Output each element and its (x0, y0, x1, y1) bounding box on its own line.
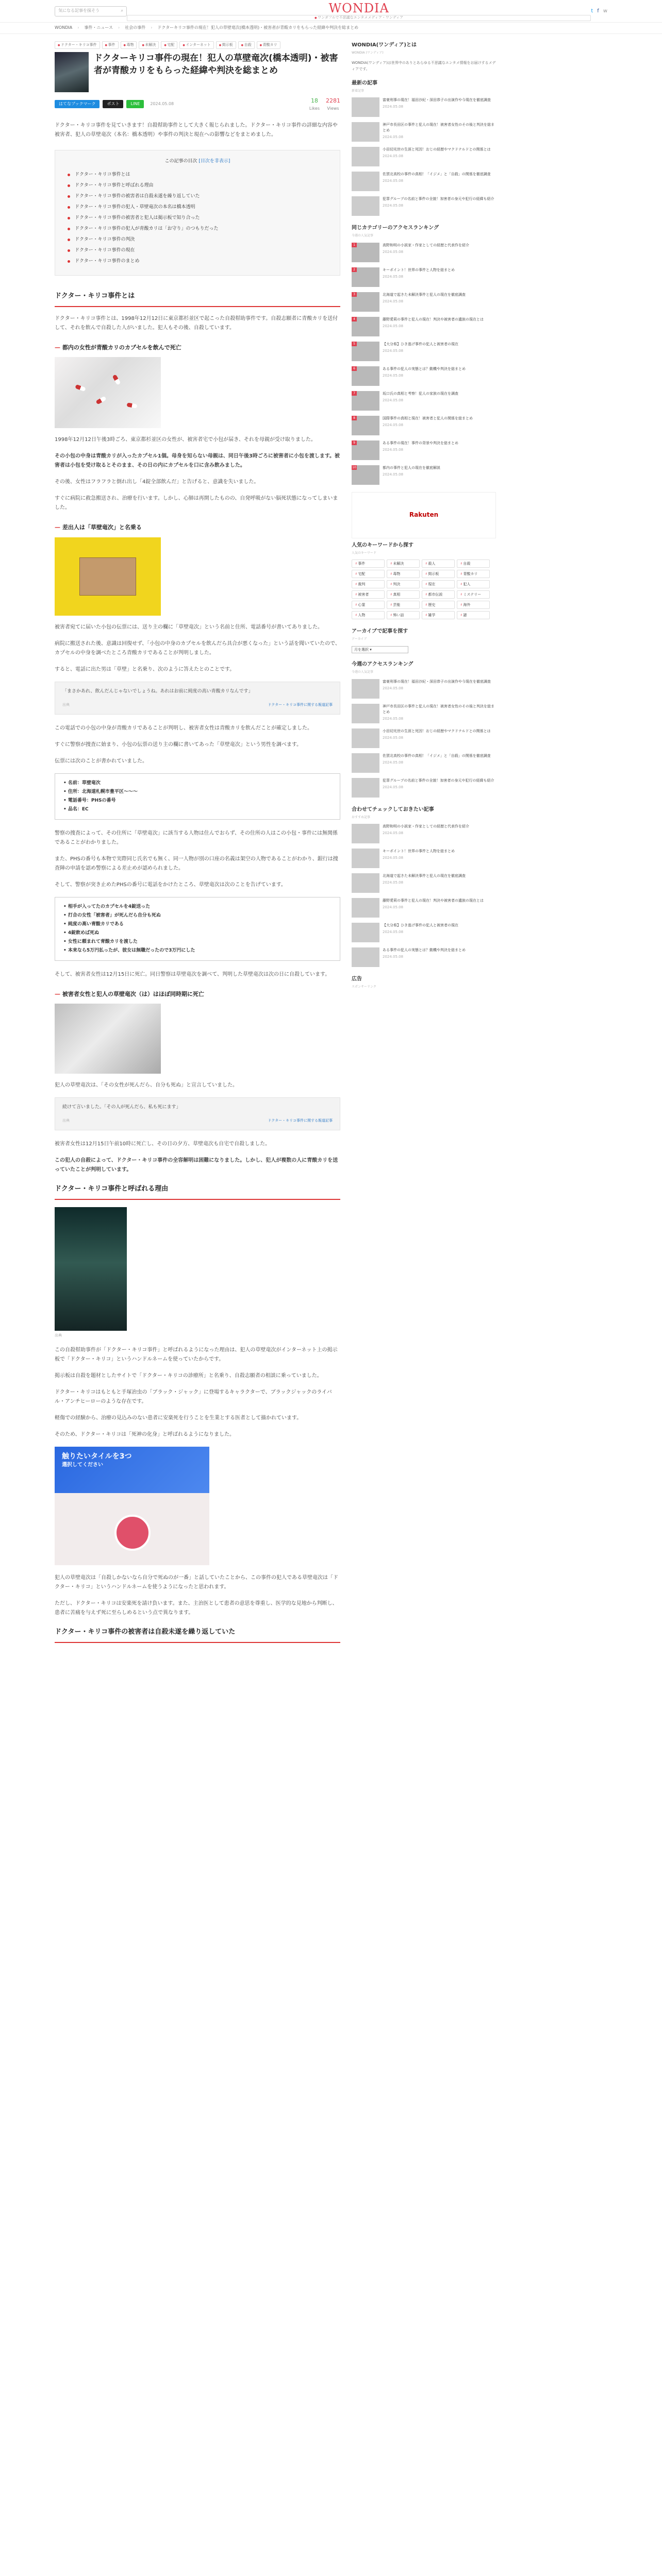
article-link[interactable]: 都内の事件と犯人の現在を徹底解説 (383, 465, 440, 470)
breadcrumb (0, 23, 662, 34)
breadcrumb-item[interactable]: 事件・ニュース (84, 25, 113, 30)
toc-item[interactable]: ドクター・キリコ事件の現在 (68, 245, 327, 256)
toc-item[interactable]: ドクター・キリコ事件の犯人・草壁竜次の本名は橋本透明 (68, 202, 327, 213)
article-date: 2024.05.08 (383, 154, 404, 159)
keyword-tag[interactable]: ♯ 謎 (457, 611, 490, 619)
article-list-item[interactable] (352, 849, 496, 868)
article-thumbnail (55, 52, 89, 92)
article-date: 2024.05.08 (383, 105, 404, 109)
article-list-item[interactable] (352, 898, 496, 918)
paragraph: 警察の捜査によって、その住所に「草壁竜次」に該当する人物は住んでおらず、その住所の人はこの小包・事件には無関係であることがわかりました。 (55, 830, 338, 845)
toc-item[interactable]: ドクター・キリコ事件の被害者と犯人は掲示板で知り合った (68, 213, 327, 224)
article-thumbnail (352, 778, 379, 798)
article-list-item[interactable] (352, 679, 496, 699)
article-link[interactable]: 北海道で起きた未解決事件と犯人の現在を徹底調査 (383, 874, 466, 878)
section-heading: ドクター・キリコ事件とは (55, 289, 340, 307)
paragraph: 被害者宛てに届いた小包の伝票には、送り主の欄に「草壁竜次」という名前と住所、電話番号が書いてありました。 (55, 624, 323, 630)
quote-source-label: 出典 (62, 702, 70, 707)
archive-select-value: 月を選択 (354, 647, 369, 652)
tag[interactable]: ● 青酸カリ (257, 41, 280, 49)
article-list-item[interactable] (352, 704, 496, 723)
ranking-item[interactable] (352, 465, 496, 485)
article-date: 2024.05.08 (383, 373, 404, 378)
keyword-tag[interactable]: ♯ 宅配 (352, 570, 385, 578)
article-thumbnail (352, 416, 379, 435)
article-link[interactable]: 神戸市長田区の事件と犯人の現在！被害者女性のその後と判決を総まとめ (383, 704, 494, 714)
toc-item[interactable]: ドクター・キリコ事件の判決 (68, 234, 327, 245)
article-list-item[interactable] (352, 923, 496, 942)
toc-toggle-link[interactable]: [目次を非表示] (198, 159, 230, 164)
site-header (0, 0, 662, 23)
article-link[interactable]: 高野和明の小説家・作家としての経歴と代表作を紹介 (383, 243, 469, 247)
article-thumbnail (352, 97, 379, 117)
article-link[interactable]: 【大分県】ひき逃げ事件の犯人と被害者の現在 (383, 923, 458, 928)
article-link[interactable]: 犯罪グループの名前と事件の全貌！加害者の身元や犯行の経緯も紹介 (383, 197, 494, 201)
toc-item[interactable]: ドクター・キリコ事件の被害者は自殺未遂を繰り返していた (68, 191, 327, 202)
tag-list (55, 41, 340, 49)
paragraph: 1998年12月12日午後3時ごろ、東京都杉並区の女性が、被害者宅で小包が届き、それを母親が受け取りました。 (55, 437, 316, 443)
section-heading: ドクター・キリコ事件と呼ばれる理由 (55, 1182, 340, 1200)
chevron-right-icon: › (77, 25, 79, 30)
ranking-item[interactable] (352, 267, 496, 287)
paragraph: そのため、ドクター・キリコは「死神の化身」と呼ばれるようになりました。 (55, 1432, 235, 1438)
keyword-tag[interactable]: ♯ 都市伝説 (422, 590, 455, 599)
ranking-item[interactable] (352, 243, 496, 262)
article-thumbnail (352, 243, 379, 262)
article-link[interactable]: 高野和明の小説家・作家としての経歴と代表作を紹介 (383, 824, 469, 829)
blockquote (55, 1097, 340, 1130)
blockquote (55, 682, 340, 715)
article-thumbnail (352, 947, 379, 967)
article-link[interactable]: 富豪刑事の現在！福田沙紀・深田恭子の出演作や今現在を徹底調査 (383, 98, 491, 103)
quote-source-link[interactable]: ドクター・キリコ事件に関する報道記事 (268, 1118, 333, 1123)
article-date: 2024.05.08 (383, 398, 404, 402)
pills-image (55, 357, 161, 428)
article-list-item[interactable] (352, 122, 496, 142)
article-date: 2024.05.08 (383, 880, 404, 885)
keyword-tag[interactable]: ♯ 被害者 (352, 590, 385, 599)
site-logo[interactable] (127, 2, 591, 21)
article-date: 2024.05.08 (383, 955, 404, 959)
article-thumbnail (352, 317, 379, 336)
post-share-button[interactable]: ポスト (103, 100, 123, 108)
quote-text: 続けて言いました。「その人が死んだら、私も死にます」 (62, 1105, 181, 1110)
breadcrumb-current: ドクターキリコ事件の現在！犯人の草壁竜次(橋本透明)・被害者が青酸カリをもらった経緯や判決を総まとめ (157, 25, 359, 30)
manga-cover-image (55, 1207, 127, 1331)
article-link[interactable]: 富豪刑事の現在！福田沙紀・深田恭子の出演作や今現在を徹底調査 (383, 679, 491, 684)
article-link[interactable]: 犯罪グループの名前と事件の全貌！加害者の身元や犯行の経緯も紹介 (383, 778, 494, 783)
like-count: 18 (310, 97, 318, 104)
ranking-item[interactable] (352, 391, 496, 411)
paragraph: ドクター・キリコはもともと手塚治虫の「ブラック・ジャック」に登場するキャラクターで、ブラックジャックのライバル・アンチヒーローのような存在です。 (55, 1389, 332, 1405)
toc-item[interactable]: ドクター・キリコ事件と呼ばれる理由 (68, 180, 327, 191)
breadcrumb-item[interactable]: 社会の事件 (125, 25, 146, 30)
article-thumbnail (352, 172, 379, 191)
article-thumbnail (352, 704, 379, 723)
quote-text: 「まさかあれ、飲んだんじゃないでしょうね。あれはお前に純度の高い青酸カリなんです」 (62, 688, 253, 694)
keyword-tag[interactable]: ♯ 事件 (352, 560, 385, 568)
search-input[interactable] (55, 6, 127, 16)
article-link[interactable]: キーポイント！世界の事件と人物を総まとめ (383, 849, 455, 854)
article-date: 2024.05.08 (383, 472, 404, 477)
article-list-item[interactable] (352, 97, 496, 117)
article-date: 2024.05.08 (383, 324, 404, 328)
ranking-item[interactable] (352, 440, 496, 460)
sidebar-heading: 広告 (352, 976, 362, 982)
line-share-button[interactable]: LINE (126, 100, 144, 108)
sidebar-subheading: 今週の人気記事 (352, 670, 374, 674)
share-bar (55, 96, 340, 112)
paragraph: そして、被害者女性は12月15日に死亡。同日警察は草壁竜次を調べて、判明した草壁竜次は次の日に自殺しています。 (55, 971, 330, 977)
article-thumbnail (352, 342, 379, 361)
article-link[interactable]: 坂口氏の真相と考察！犯人の家族の現在を調査 (383, 391, 458, 396)
ad-tap-button[interactable] (114, 1515, 151, 1551)
hatena-share-button[interactable]: はてなブックマーク (55, 100, 100, 108)
article-list-item[interactable] (352, 196, 496, 216)
sidebar-subheading: スポンサーリンク (352, 985, 376, 989)
article-date: 2024.05.08 (383, 135, 404, 140)
paragraph: この電話での小包の中身が青酸カリであることが判明し、被害者女性は青酸カリを飲んだことが確定しました。 (55, 725, 312, 731)
article-date: 2024.05.08 (383, 204, 404, 208)
article-list-item[interactable] (352, 172, 496, 191)
article-link[interactable]: 藤野愛莉の事件と犯人の現在！判決や被害者の遺族の現在とは (383, 317, 484, 321)
article-date: 2024.05.08 (383, 930, 404, 935)
list-item: • 本来なら5万円払ったが、彼女は無職だったので3万円にした (63, 946, 332, 955)
article-thumbnail (352, 824, 379, 843)
sidebar-subheading: 人気のキーワード (352, 551, 377, 555)
article-date: 2024.05.08 (383, 422, 404, 427)
paragraph: ただし、ドクター・キリコは安楽死を請け負います。また、主治医として患者の意思を尊重し、医学的な見地から判断し、患者に苦痛を与えず死に至らしめるという点で異なります。 (55, 1601, 338, 1616)
sidebar (352, 41, 496, 1650)
sidebar-subheading: おすすめ記事 (352, 815, 371, 819)
article-thumbnail (352, 440, 379, 460)
highlighted-paragraph: この犯人の自殺によって、ドクター・キリコ事件の全容解明は困難になりました。しかし、犯人が複数の人に青酸カリを送っていたことが判明しています。 (55, 1158, 338, 1173)
chevron-right-icon: › (118, 25, 120, 30)
article-date: 2024.05.08 (383, 785, 404, 789)
twitter-icon[interactable]: t (591, 8, 593, 14)
subsection-heading: — 被害者女性と犯人の草壁竜次（は）はほぼ同時期に死亡 (55, 990, 340, 999)
article-thumbnail (352, 292, 379, 312)
toc-title: この記事の目次 (164, 159, 197, 164)
article-list-item[interactable] (352, 753, 496, 773)
sidebar-heading: 合わせてチェックしておきたい記事 (352, 806, 434, 812)
article-link[interactable]: キーポイント！世界の事件と人物を総まとめ (383, 267, 455, 272)
article-date: 2024.05.08 (383, 299, 404, 303)
logo-tagline: ● ワンダフルで不思議なエンタメメディア・ワンディア (127, 15, 591, 21)
article-thumbnail (352, 391, 379, 411)
article-date: 2024.05.08 (383, 716, 404, 721)
toc-item[interactable]: ドクター・キリコ事件のまとめ (68, 256, 327, 267)
article-thumbnail (352, 267, 379, 287)
keyword-tag[interactable]: ♯ 真相 (387, 590, 420, 599)
ranking-item[interactable] (352, 366, 496, 386)
ad-title: 触りたいタイルを3つ (62, 1452, 132, 1461)
list-item: • 打合の女性「被害者」が死んだら自分も死ぬ (63, 911, 332, 920)
article-date: 2024.05.08 (383, 735, 404, 740)
search-icon[interactable]: ⌕ (121, 8, 123, 13)
ranking-item[interactable] (352, 317, 496, 336)
article-date: 2024.05.08 (383, 249, 404, 254)
article-date: 2024.05.08 (383, 348, 404, 353)
subsection-heading: — 都内の女性が青酸カリのカプセルを飲んで死亡 (55, 343, 340, 352)
article-list-item[interactable] (352, 147, 496, 166)
archive-select[interactable] (352, 646, 408, 653)
article-thumbnail (352, 923, 379, 942)
sidebar-heading: 今週のアクセスランキング (352, 661, 413, 667)
article-link[interactable]: 佐賀北高校の事件の真相！「イジメ」と「自殺」の関係を徹底調査 (383, 753, 491, 758)
toc-item[interactable]: ドクター・キリコ事件とは (68, 170, 327, 180)
keyword-tag[interactable]: ♯ 未解決 (387, 560, 420, 568)
paragraph: すぐに警察が捜査に始まり、小包の伝票の送り主の欄に書いてあった「草壁竜次」という男性を調べます。 (55, 741, 302, 748)
article-thumbnail (352, 196, 379, 216)
article-link[interactable]: 北海道で起きた未解決事件と犯人の現在を徹底調査 (383, 292, 466, 297)
article (55, 41, 340, 1650)
article-link[interactable]: ある事件の犯人の実態とは？動機や判決を総まとめ (383, 948, 466, 953)
quote-source-link[interactable]: ドクター・キリコ事件に関する報道記事 (268, 702, 333, 707)
keyword-tag[interactable]: ♯ 歴史 (422, 601, 455, 609)
sidebar-heading: 人気のキーワードから探す (352, 542, 413, 548)
article-link[interactable]: 神戸市長田区の事件と犯人の現在！被害者女性のその後と判決を総まとめ (383, 123, 494, 133)
article-thumbnail (352, 679, 379, 699)
sidebar-subheading: 今週の人気記事 (352, 234, 374, 238)
article-thumbnail (352, 753, 379, 773)
sidebar-subheading: アーカイブ (352, 637, 367, 641)
article-list-item[interactable] (352, 778, 496, 798)
sidebar-subheading: 新着記事 (352, 89, 365, 93)
paragraph: 犯人の草壁竜次は、「その女性が死んだら、自分も死ぬ」と宣言していました。 (55, 1082, 238, 1089)
tag[interactable]: ● 未解決 (139, 41, 159, 49)
image-caption: 出典 (55, 1333, 62, 1338)
paragraph: 伝票には次のことが書かれていました。 (55, 758, 147, 764)
chevron-right-icon: › (151, 25, 153, 30)
tag[interactable]: ● 自殺 (238, 41, 255, 49)
list-item: • 品名：EC (63, 805, 332, 814)
sidebar-subheading: WONDIA (ワンディア) (352, 51, 384, 55)
tag[interactable]: ● 事件 (102, 41, 119, 49)
statement-list (55, 897, 340, 961)
keyword-tag[interactable]: ♯ 裁判 (352, 580, 385, 588)
paragraph: すると、電話に出た男は「草壁」と名乗り、次のように答えたとのことです。 (55, 666, 235, 672)
tag[interactable]: ● インターネット (179, 41, 213, 49)
article-date: 2024.05.08 (383, 905, 404, 910)
article-list-item[interactable] (352, 824, 496, 843)
quote-source-label: 出典 (62, 1118, 70, 1123)
keyword-tag[interactable]: ♯ 殺人 (422, 560, 455, 568)
article-link[interactable]: ある事件の犯人の実態とは？動機や判決を総まとめ (383, 366, 466, 371)
ranking-item[interactable] (352, 342, 496, 361)
paragraph: そして、警察が突き止めたPHSの番号に電話をかけたところ、草壁竜次は次のことを告げています。 (55, 882, 286, 888)
article-date: 2024.05.08 (383, 856, 404, 860)
parcel-image (55, 537, 161, 616)
list-item: • 女性に頼まれて青酸カリを渡した (63, 938, 332, 946)
article-list-item[interactable] (352, 947, 496, 967)
section-heading: ドクター・キリコ事件の被害者は自殺未遂を繰り返していた (55, 1625, 340, 1643)
paragraph: 犯人の草壁竜次は「自殺しかないなら自分で死ぬのが一番」と話していたことから、この事件の犯人である草壁竜次は「ドクター・キリコ」というハンドルネームを使うようになったと思われます。 (55, 1575, 338, 1590)
keyword-tag[interactable]: ♯ 青酸カリ (457, 570, 490, 578)
sidebar-description: WONDIA(ワンディア)は世界中のありとあらゆる不思議なエンタメ情報をお届けするメディアです。 (352, 60, 496, 71)
article-link[interactable]: 藤野愛莉の事件と犯人の現在！判決や被害者の遺族の現在とは (383, 899, 484, 903)
article-date: 2024.05.08 (383, 179, 404, 183)
toc-item[interactable]: ドクター・キリコ事件の犯人が青酸カリは「お守り」のつもりだった (68, 224, 327, 234)
keyword-tag[interactable]: ♯ 自殺 (457, 560, 490, 568)
facebook-icon[interactable]: f (597, 8, 599, 14)
paragraph: 軽傷での経験から、治療の見込みのない患者に安楽死を行うことを生業とする医者として描かれています。 (55, 1415, 302, 1421)
tag[interactable]: ● 毒物 (121, 41, 137, 49)
rakuten-logo: Rakuten (409, 511, 439, 519)
article-list-item[interactable] (352, 728, 496, 748)
search-placeholder: 気になる記事を探そう (58, 8, 100, 13)
ranking-item[interactable] (352, 292, 496, 312)
article-date: 2024.05.08 (383, 760, 404, 765)
article-link[interactable]: 小田切光世の生涯と死因！おじの経歴やマクドナルドとの関係とは (383, 147, 491, 152)
article-thumbnail (352, 122, 379, 142)
tag[interactable]: ● 掲示板 (216, 41, 236, 49)
sidebar-heading: アーカイブで記事を探す (352, 629, 408, 635)
keyword-tag[interactable]: ♯ 掲示板 (422, 570, 455, 578)
article-thumbnail (352, 873, 379, 893)
view-count: 2281 (326, 97, 340, 104)
tag[interactable]: ● ドクター・キリコ事件 (55, 41, 100, 49)
list-item: • 住所：北海道札幌市豊平区〜〜〜 (63, 788, 332, 796)
article-link[interactable]: 国際事件の真相と現在！被害者と犯人の関係を総まとめ (383, 416, 473, 420)
keyword-tag[interactable]: ♯ 怖い話 (387, 611, 420, 619)
paragraph: 掲示板は自殺を題材としたサイトで「ドクター・キリコの診療所」と名乗り、自殺志願者の相談に乗っていました。 (55, 1373, 322, 1379)
keyword-cloud (352, 560, 496, 619)
article-link[interactable]: 【大分県】ひき逃げ事件の犯人と被害者の現在 (383, 342, 458, 346)
article-thumbnail (352, 465, 379, 485)
article-link[interactable]: 小田切光世の生涯と死因！おじの経歴やマクドナルドとの関係とは (383, 728, 491, 733)
article-thumbnail (352, 147, 379, 166)
sidebar-heading: 同じカテゴリーのアクセスランキング (352, 225, 439, 231)
article-date: 2024.05.08 (383, 831, 404, 836)
keyword-tag[interactable]: ♯ 心霊 (352, 601, 385, 609)
paragraph: この自殺幇助事件が「ドクター・キリコ事件」と呼ばれるようになった理由は、犯人の草壁竜次がインターネット上の掲示板で「ドクター・キリコ」というハンドルネームを使っていたからです。 (55, 1347, 338, 1363)
ad-subtitle: 選択してください (62, 1462, 103, 1468)
paragraph: ドクター・キリコ事件とは、1998年12月12日に東京都杉並区で起こった自殺幇助事件です。自殺志願者に青酸カリを送付して、それを飲んで自殺した人がいました。犯人もその後、自殺しています。 (55, 315, 338, 331)
publish-date: 2024.05.08 (150, 101, 174, 106)
keyword-tag[interactable]: ♯ 現在 (422, 580, 455, 588)
rss-icon[interactable]: w (603, 8, 607, 14)
keyword-tag[interactable]: ♯ 海外 (457, 601, 490, 609)
paragraph: また、PHSの番号も本物で実際同じ氏名でも無く、同一人物が別の口座の名義は架空の人物であることがわかり、銀行は捜査陣の申請を認め警察による差止めが認められました。 (55, 856, 338, 871)
social-links (591, 7, 607, 15)
article-link[interactable]: 佐賀北高校の事件の真相！「イジメ」と「自殺」の関係を徹底調査 (383, 172, 491, 177)
paragraph: その後、女性はフラフラと倒れ出し「4錠全部飲んだ」と告げると、意識を失いました。 (55, 479, 259, 485)
article-list-item[interactable] (352, 873, 496, 893)
list-item: • 純度の高い青酸カリである (63, 920, 332, 929)
parcel-box (79, 557, 136, 596)
article-date: 2024.05.08 (383, 686, 404, 690)
info-list (55, 773, 340, 820)
sidebar-heading: WONDIA(ワンディア)とは (352, 42, 417, 48)
list-item: • 相手が入ってたのカプセルを4錠送った (63, 903, 332, 911)
highlighted-paragraph: その小包の中身は青酸カリが入ったカプセル1個。母身を知らない母親は、同日午後3時ごろに被害者に小包を渡します。被害者は小包を受け取るとそのまま、その日の内にカプセルを口に含み飲みました。 (55, 453, 340, 469)
subsection-heading: — 差出人は「草壁竜次」と名乗る (55, 523, 340, 532)
logo-text[interactable]: WONDIA (328, 1, 389, 15)
paragraph: 被害者女性は12月15日午前10時に死亡し、その日の夕方、草壁竜次も自宅で自殺しました。 (55, 1141, 271, 1147)
article-thumbnail (352, 366, 379, 386)
view-label: Views (327, 106, 339, 111)
breadcrumb-item[interactable]: WONDIA (55, 25, 73, 30)
hands-image (55, 1004, 161, 1074)
list-item: • 名前：草壁竜次 (63, 779, 332, 788)
keyword-tag[interactable]: ♯ 犯人 (457, 580, 490, 588)
article-title: ドクターキリコ事件の現在！犯人の草壁竜次(橋本透明)・被害者が青酸カリをもらった経緯や判決を総まとめ (94, 53, 338, 76)
keyword-tag[interactable]: ♯ 毒物 (387, 570, 420, 578)
ranking-item[interactable] (352, 416, 496, 435)
paragraph: 病院に搬送された後、意識は回復せず、「小包の中身のカプセルを飲んだら具合が悪くなった」という話を聞いていたので、カプセルの中身を調べたところ青酸カリであることが判明しました。 (55, 640, 340, 656)
keyword-tag[interactable]: ♯ 判決 (387, 580, 420, 588)
chevron-down-icon: ▾ (370, 647, 372, 652)
article-link[interactable]: ある事件の現在！事件の背景や判決を総まとめ (383, 440, 458, 445)
article-thumbnail (352, 898, 379, 918)
keyword-tag[interactable]: ♯ 人物 (352, 611, 385, 619)
rakuten-banner[interactable] (352, 492, 496, 538)
article-thumbnail (352, 849, 379, 868)
article-thumbnail (352, 728, 379, 748)
tag[interactable]: ● 宅配 (161, 41, 177, 49)
keyword-tag[interactable]: ♯ 芸能 (387, 601, 420, 609)
list-item: • 電話番号：PHSの番号 (63, 796, 332, 805)
paragraph: すぐに病院に救急搬送され、治療を行います。しかし、心肺は再開したものの、自発呼吸がない脳死状態になってしまいました。 (55, 496, 338, 511)
list-item: • 4錠飲めば死ぬ (63, 929, 332, 938)
article-intro: ドクター・キリコ事件を見ていきます！自殺幇助事件として大きく報じられました。ドクター・キリコ事件の詳細な内容や被害者、犯人の草壁竜次（本名：橋本透明）や事件の判決と現在への影響などをまとめました。 (55, 123, 338, 138)
advertisement-banner[interactable] (55, 1447, 209, 1565)
like-label: Likes (309, 106, 320, 111)
table-of-contents (55, 150, 340, 275)
article-date: 2024.05.08 (383, 447, 404, 452)
article-date: 2024.05.08 (383, 274, 404, 279)
keyword-tag[interactable]: ♯ ミステリー (457, 590, 490, 599)
sidebar-heading: 最新の記事 (352, 80, 377, 86)
keyword-tag[interactable]: ♯ 雑学 (422, 611, 455, 619)
